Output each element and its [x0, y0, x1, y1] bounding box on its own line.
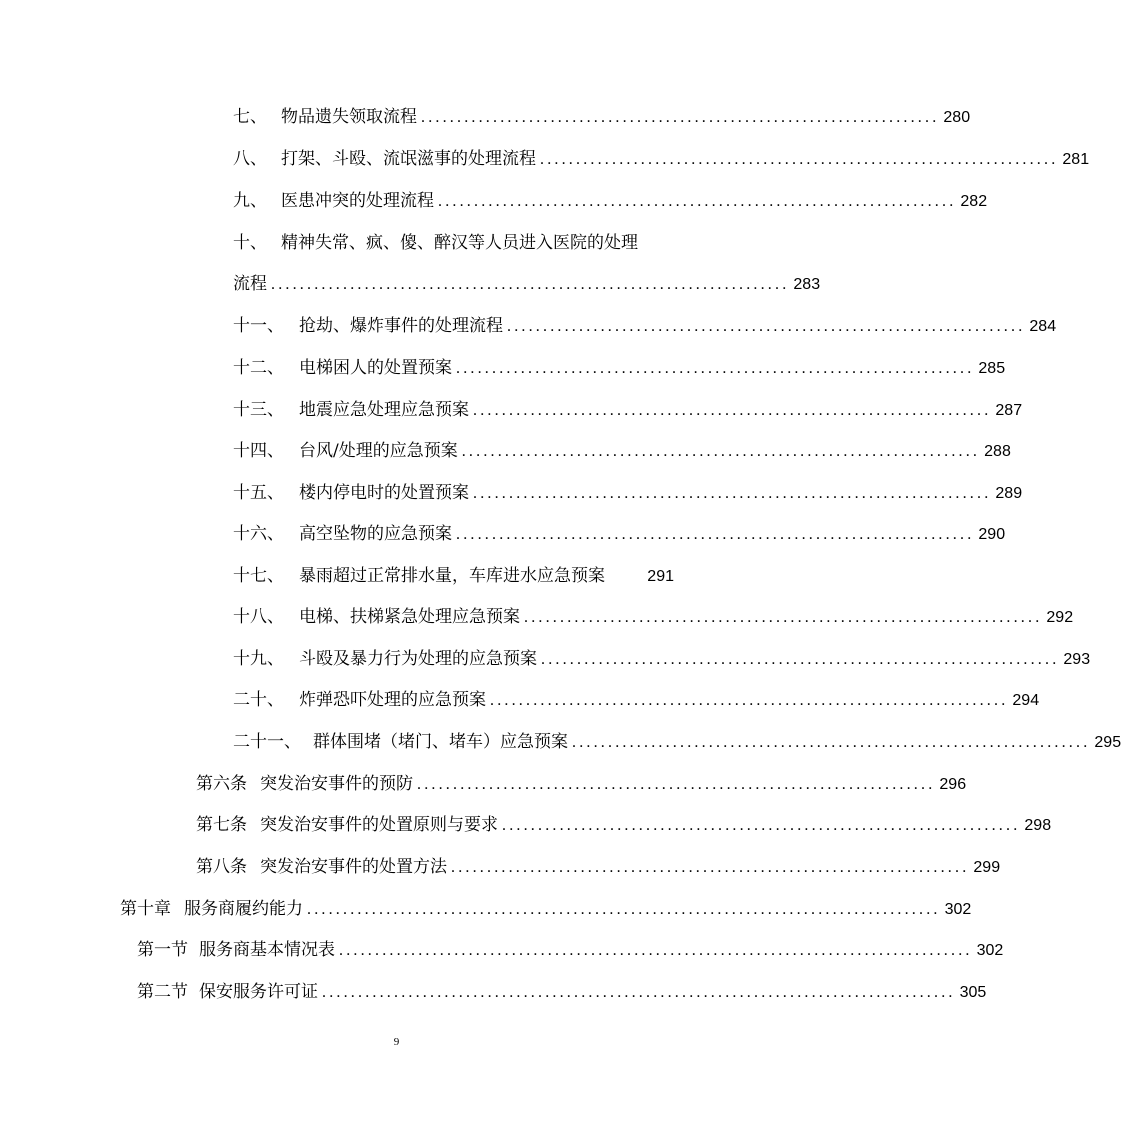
dot-leader: ........................................................................: [572, 734, 1091, 751]
toc-entry[interactable]: [233, 437, 1011, 465]
toc-entry-number: 十四、: [233, 441, 284, 461]
toc-entry[interactable]: [120, 895, 972, 923]
toc-entry-number: 二十、: [233, 690, 284, 710]
toc-entry[interactable]: [233, 145, 1090, 173]
toc-entry-page: 280: [943, 109, 971, 126]
toc-entry-number: 十三、: [233, 400, 284, 420]
toc-entry-title: 楼内停电时的处置预案: [299, 483, 469, 503]
toc-entry-title: 突发治安事件的预防: [260, 774, 413, 794]
toc-entry[interactable]: [137, 936, 1004, 964]
dot-leader: ........................................................................: [473, 485, 992, 502]
toc-entry[interactable]: [233, 396, 1023, 424]
toc-entry-title: 暴雨超过正常排水量，车库进水应急预案: [299, 566, 605, 586]
dot-leader: ........................................................................: [451, 859, 970, 876]
toc-entry-title: 精神失常、疯、傻、醉汉等人员进入医院的处理: [281, 233, 638, 253]
toc-entry-page: 285: [978, 360, 1006, 377]
toc-entry-title: 保安服务许可证: [199, 982, 318, 1002]
dot-leader: ........................................................................: [456, 360, 975, 377]
toc-entry[interactable]: [233, 728, 1121, 756]
dot-leader: ........................................................................: [271, 276, 790, 293]
toc-entry-title: 打架、斗殴、流氓滋事的处理流程: [281, 149, 536, 169]
toc-entry[interactable]: [233, 479, 1023, 507]
toc-entry-number: 九、: [233, 191, 267, 211]
toc-entry-page: 283: [793, 276, 821, 293]
dot-leader: ........................................................................: [421, 109, 940, 126]
toc-entry-number: 十七、: [233, 566, 284, 586]
toc-entry[interactable]: [233, 645, 1091, 673]
dot-leader: ........................................................................................: [322, 984, 956, 1001]
toc-entry-title: 炸弹恐吓处理的应急预案: [299, 690, 486, 710]
toc-entry-page: 294: [1012, 692, 1040, 709]
dot-leader: ........................................................................: [540, 151, 1059, 168]
toc-entry-page: 291: [647, 568, 674, 585]
dot-leader: ........................................................................: [456, 526, 975, 543]
toc-entry-number: 八、: [233, 149, 267, 169]
toc-entry-number: 第六条: [196, 774, 247, 794]
toc-entry-title: 流程: [233, 274, 267, 294]
toc-entry[interactable]: [196, 811, 1052, 839]
dot-leader: ........................................................................: [417, 776, 936, 793]
toc-entry[interactable]: [233, 187, 988, 215]
toc-entry-title: 服务商履约能力: [184, 899, 303, 919]
toc-entry-title: 突发治安事件的处置原则与要求: [260, 815, 498, 835]
toc-entry-page: 299: [973, 859, 1001, 876]
toc-entry-number: 十、: [233, 233, 267, 253]
toc-entry-title: 服务商基本情况表: [199, 940, 335, 960]
toc-entry[interactable]: [233, 603, 1074, 631]
dot-leader: ........................................................................: [438, 193, 957, 210]
toc-entry-title: 群体围堵（堵门、堵车）应急预案: [313, 732, 568, 752]
toc-entry-page: 282: [960, 193, 988, 210]
toc-entry-title: 突发治安事件的处置方法: [260, 857, 447, 877]
toc-entry-number: 七、: [233, 107, 267, 127]
toc-entry-page: 302: [976, 942, 1004, 959]
toc-entry-number: 二十一、: [233, 732, 301, 752]
toc-entry-page: 288: [984, 443, 1011, 460]
dot-leader: ........................................................................: [502, 817, 1021, 834]
dot-leader: ........................................................................: [490, 692, 1009, 709]
toc-entry-number: 十六、: [233, 524, 284, 544]
toc-entry-page: 287: [995, 402, 1023, 419]
toc-entry-number: 十八、: [233, 607, 284, 627]
toc-entry-title: 高空坠物的应急预案: [299, 524, 452, 544]
toc-entry-number: 十九、: [233, 649, 284, 669]
dot-leader: ........................................................................: [541, 651, 1060, 668]
toc-entry-title: 台风/处理的应急预案: [299, 441, 458, 461]
toc-entry-title: 电梯困人的处置预案: [299, 358, 452, 378]
toc-entry[interactable]: [233, 229, 674, 257]
toc-entry[interactable]: [196, 770, 967, 798]
toc-entry[interactable]: [233, 270, 821, 298]
toc-entry[interactable]: [137, 978, 987, 1006]
toc-entry-page: 293: [1063, 651, 1091, 668]
dot-leader: ........................................................................: [507, 318, 1026, 335]
toc-entry-number: 第二节: [137, 982, 188, 1002]
toc-entry-number: 第一节: [137, 940, 188, 960]
toc-entry-page: 289: [995, 485, 1023, 502]
toc-entry-page: 290: [978, 526, 1006, 543]
toc-entry[interactable]: [233, 354, 1006, 382]
toc-entry-page: 281: [1062, 151, 1090, 168]
dot-leader: ........................................................................: [461, 443, 981, 460]
toc-entry-page: 298: [1024, 817, 1052, 834]
dot-leader: ........................................................................: [473, 402, 992, 419]
toc-entry-page: 305: [959, 984, 987, 1001]
dot-leader: ........................................................................................: [339, 942, 973, 959]
toc-entry[interactable]: [196, 853, 1001, 881]
dot-leader: [609, 563, 643, 591]
toc-entry-number: 第十章: [120, 899, 171, 919]
toc-entry-title: 医患冲突的处理流程: [281, 191, 434, 211]
toc-entry[interactable]: [233, 103, 971, 131]
toc-entry-page: 292: [1046, 609, 1074, 626]
page-number: 9: [393, 1036, 400, 1048]
toc-entry-number: 第七条: [196, 815, 247, 835]
toc-entry-number: 第八条: [196, 857, 247, 877]
dot-leader: ........................................................................................: [307, 901, 941, 918]
toc-entry-page: 295: [1094, 734, 1121, 751]
toc-entry-title: 抢劫、爆炸事件的处理流程: [299, 316, 503, 336]
toc-entry-number: 十二、: [233, 358, 284, 378]
toc-entry-page: 296: [939, 776, 967, 793]
toc-entry[interactable]: [233, 562, 674, 590]
toc-entry-number: 十一、: [233, 316, 284, 336]
toc-entry-page: 302: [944, 901, 972, 918]
dot-leader: ........................................................................: [524, 609, 1043, 626]
toc-entry-number: 十五、: [233, 483, 284, 503]
toc-entry[interactable]: [233, 520, 1006, 548]
toc-entry-title: 斗殴及暴力行为处理的应急预案: [299, 649, 537, 669]
toc-entry-title: 地震应急处理应急预案: [299, 400, 469, 420]
toc-entry-title: 物品遗失领取流程: [281, 107, 417, 127]
toc-entry[interactable]: [233, 312, 1057, 340]
toc-entry-title: 电梯、扶梯紧急处理应急预案: [299, 607, 520, 627]
toc-entry[interactable]: [233, 686, 1040, 714]
toc-entry-page: 284: [1029, 318, 1057, 335]
